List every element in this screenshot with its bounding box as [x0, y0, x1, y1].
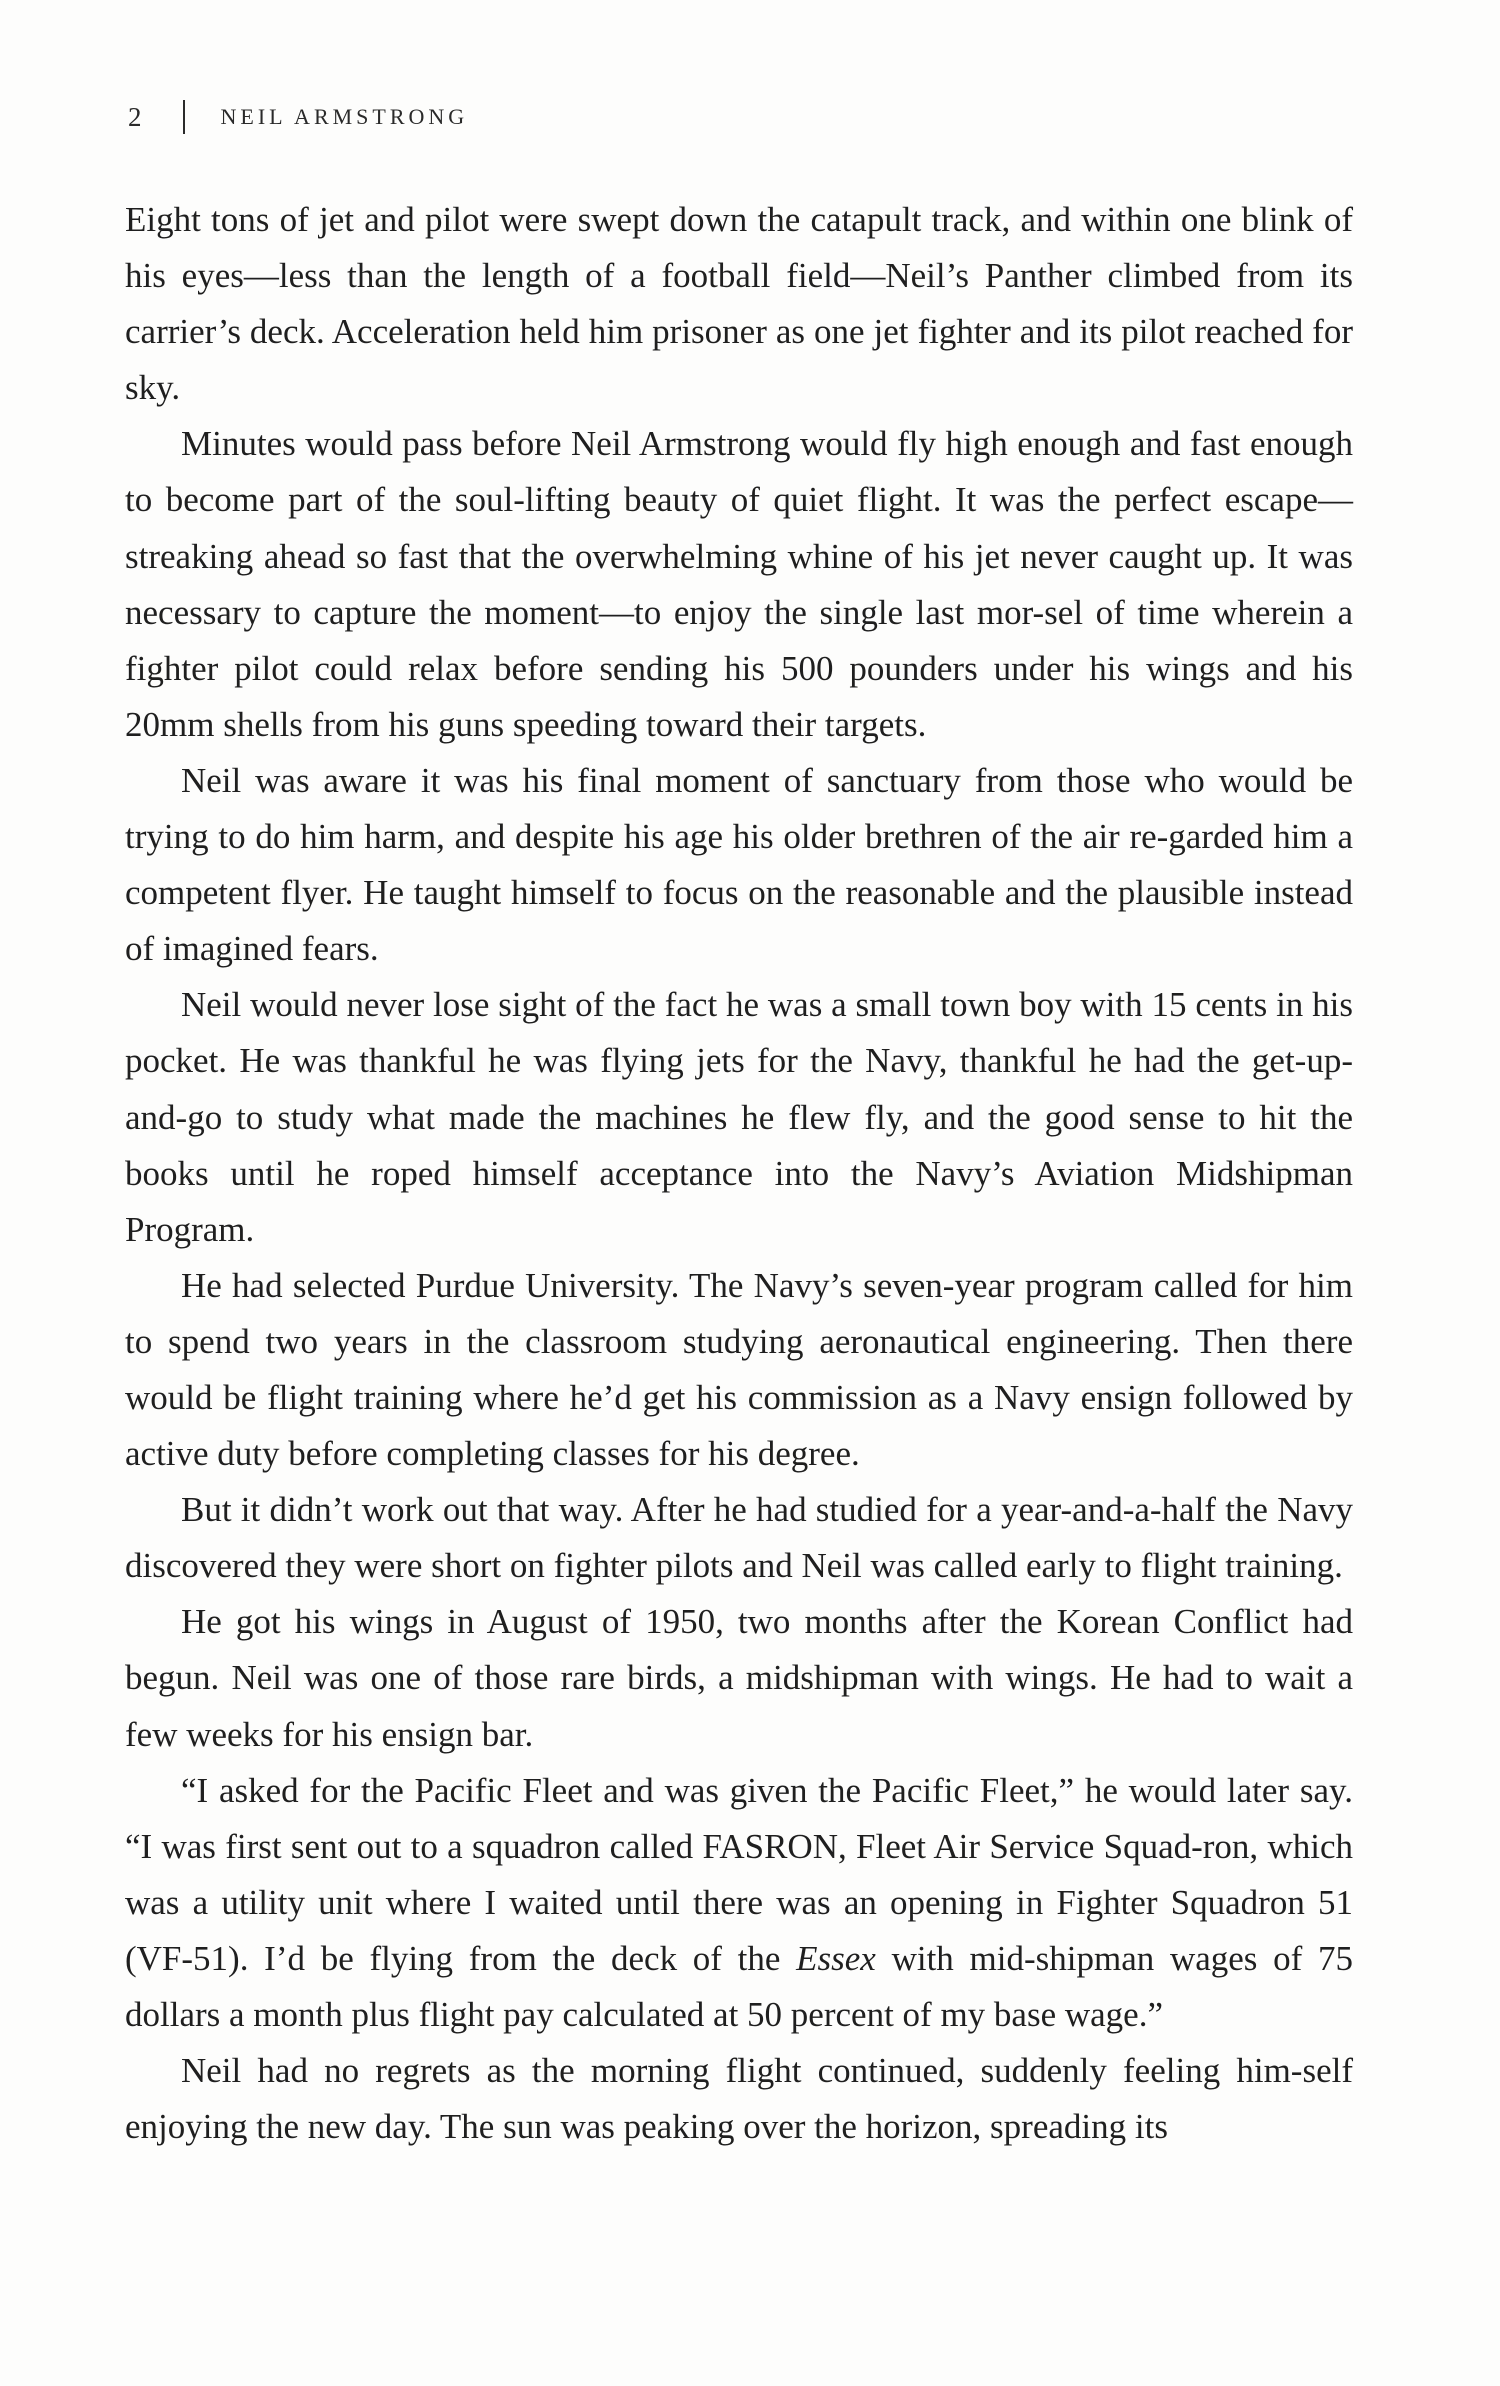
paragraph-2: Minutes would pass before Neil Armstrong would fly high enough and fast enough to become part of the soul-lifting beauty of quiet flight. It was the perfect escape—streaking ahead so fast that the overwhelming whine of his jet never caught up. It was necessary to capture the moment—to enjoy the single last mor-sel of time wherein a fighter pilot could relax before sending his 500 pounders under his wings and his 20mm shells from his guns speeding toward their targets.	[125, 424, 1353, 744]
paragraph-5: He had selected Purdue University. The Navy’s seven-year program called for him to spend two years in the classroom studying aeronautical engineering. Then there would be flight training where he’d get his commission as a Navy ensign followed by active duty before completing classes for his degree.	[125, 1265, 1353, 1474]
paragraph-9: Neil had no regrets as the morning flight continued, suddenly feeling him-self enjoying the new day. The sun was peaking over the horizon, spreading its	[125, 2051, 1353, 2147]
paragraph-7: He got his wings in August of 1950, two months after the Korean Conflict had begun. Neil was one of those rare birds, a midshipman with wings. He had to wait a few weeks for his ensign bar.	[125, 1602, 1353, 1754]
header-divider	[183, 100, 185, 134]
body-text	[125, 192, 1353, 2155]
running-head	[128, 100, 468, 134]
paragraph-4: Neil would never lose sight of the fact he was a small town boy with 15 cents in his pocket. He was thankful he was flying jets for the Navy, thankful he had the get-up-and-go to study what made the machines he flew fly, and the good sense to hit the books until he roped himself acceptance into the Navy’s Aviation Midshipman Program.	[125, 985, 1353, 1249]
paragraph-8	[125, 1763, 1353, 2043]
ship-name: Essex	[796, 1938, 876, 1978]
paragraph-1: Eight tons of jet and pilot were swept down the catapult track, and within one blink of his eyes—less than the length of a football field—Neil’s Panther climbed from its carrier’s deck. Acceleration held him prisoner as one jet fighter and its pilot reached for sky.	[125, 200, 1353, 408]
running-title: NEIL ARMSTRONG	[220, 104, 469, 129]
quote-text-before: “I asked for the Pacific Fleet and was given the Pacific Fleet,” he would later say. “I was first sent out to a squadron called FASRON, Fleet Air Service Squad-ron, which was a utility unit where I waited until there was an opening in Fighter Squadron 51 (VF-51). I’d be flying from the deck of the	[125, 1770, 1353, 1978]
paragraph-3: Neil was aware it was his final moment of sanctuary from those who would be trying to do him harm, and despite his age his older brethren of the air re-garded him a competent flyer. He taught himself to focus on the reasonable and the plausible instead of imagined fears.	[125, 760, 1353, 969]
quote-text-after: with mid-shipman wages of 75 dollars a month plus flight pay calculated at 50 percent of my base wage.”	[125, 1938, 1353, 2034]
page-number: 2	[128, 101, 143, 132]
paragraph-6: But it didn’t work out that way. After he had studied for a year-and-a-half the Navy discovered they were short on fighter pilots and Neil was called early to flight training.	[125, 1490, 1353, 1586]
